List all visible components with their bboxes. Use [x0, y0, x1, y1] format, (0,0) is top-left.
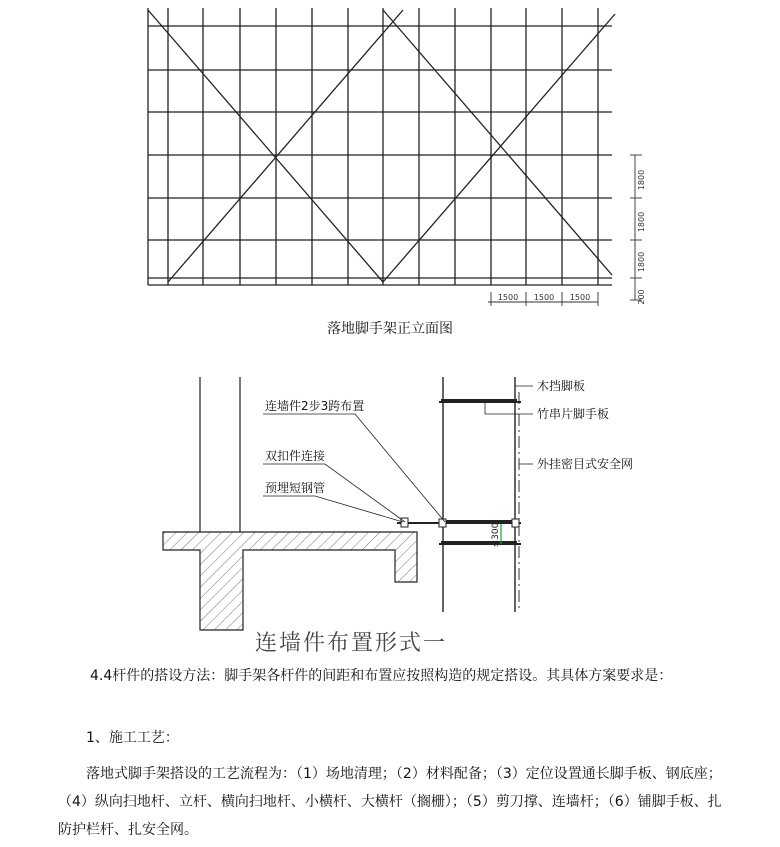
label-double-clamp: 双扣件连接 [265, 449, 326, 463]
spacing-label: ≤300 [491, 522, 501, 548]
building-wall [200, 377, 240, 532]
paragraph-rod-method: 4.4杆件的搭设方法：脚手架各杆件的间距和布置应按照构造的规定搭设。其具体方案要求是： [90, 668, 673, 684]
dim-h-2: 1500 [533, 293, 555, 302]
figure1-caption: 落地脚手架正立面图 [327, 321, 453, 337]
dim-v-1: 1800 [637, 169, 646, 191]
elevation-grid [148, 8, 612, 285]
dim-v-4: 200 [637, 289, 646, 305]
label-safety-net: 外挂密目式安全网 [537, 457, 634, 471]
label-bamboo-board: 竹串片脚手板 [537, 407, 610, 421]
dim-h-3: 1500 [569, 293, 591, 302]
dim-v-3: 1800 [637, 251, 646, 273]
concrete-slab [163, 532, 417, 630]
scaffold-standards [443, 377, 515, 612]
label-toe-board: 木挡脚板 [537, 379, 586, 393]
paragraph-process-flow: 落地式脚手架搭设的工艺流程为：（1）场地清理；（2）材料配备；（3）定位设置通长脚手板、钢底座；（4）纵向扫地杆、立杆、横向扫地杆、小横杆、大横杆（搁栅）；（5）剪刀撑、连墙杆；（6）铺脚手板、扎防护栏杆、扎安全网。 [58, 766, 722, 838]
scaffold-boards [441, 399, 517, 544]
scaffold-elevation-drawing [140, 0, 660, 310]
dim-v-2: 1800 [637, 211, 646, 233]
paragraph-process-heading: 1、施工工艺： [86, 730, 179, 746]
cross-bracing [148, 10, 615, 282]
figure2-title: 连墙件布置形式一 [255, 631, 448, 656]
label-embedded-pipe: 预埋短钢管 [265, 481, 326, 495]
dim-h-1: 1500 [497, 293, 519, 302]
label-tie-layout: 连墙件2步3跨布置 [265, 399, 365, 413]
wall-tie-layout-drawing [155, 372, 635, 662]
